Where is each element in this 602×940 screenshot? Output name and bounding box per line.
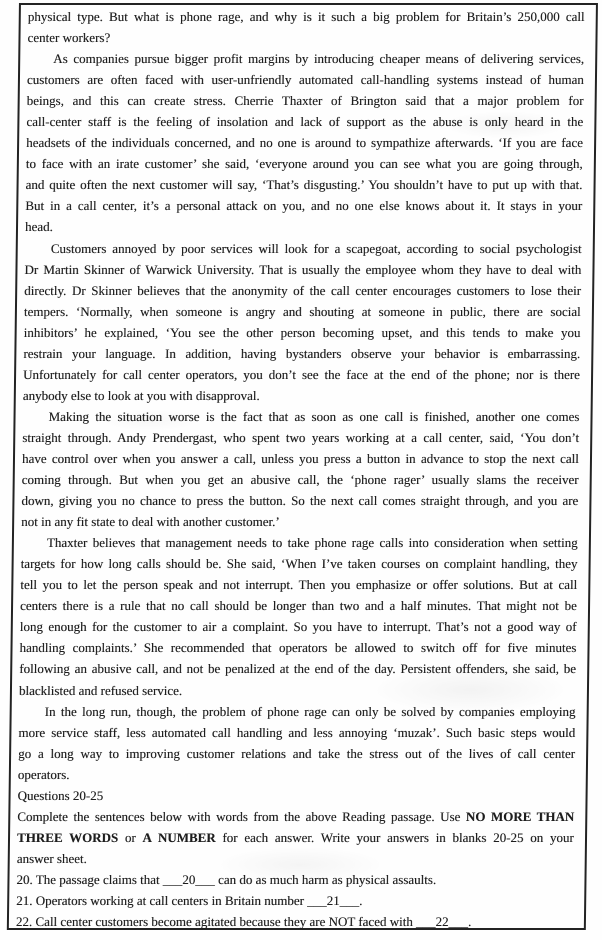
passage-line: head.: [24, 219, 53, 235]
passage-line: call-center staff is the feeling of insolation and lack of support as the abuse is only heard in the: [26, 114, 584, 130]
passage-line: tell you to let the person speak and not interrupt. Then you emphasize or offer solutions. But at call: [20, 577, 578, 593]
passage-line: go a long way to improving customer relations and take the stress out of the lives of call center: [18, 745, 576, 761]
passage-line: headsets of the individuals concerned, and no one is around to sympathize afterwards. ‘If you are face: [26, 135, 584, 151]
passage-line: answer sheet.: [16, 850, 87, 866]
passage-line: Complete the sentences below with words from the above Reading passage. Use NO MORE THAN: [17, 808, 575, 824]
passage-text: [16, 6, 585, 932]
passage-line: directly. Dr Skinner believes that the anonymity of the call center encourages customers to lose their: [24, 282, 582, 298]
passage-line: down, giving you no chance to press the button. So the next call comes straight through, and you are: [21, 493, 579, 509]
question-line: 21. Operators working at call centers in Britain number ___21___.: [16, 892, 363, 908]
questions-heading: Questions 20-25: [17, 787, 104, 803]
passage-line: But in a call center, it’s a personal attack on you, and no one else knows about it. It stays in your: [25, 198, 583, 214]
passage-line: long enough for the customer to air a complaint. So you have to interrupt. That’s not a good way of: [19, 619, 577, 635]
passage-line: As companies pursue bigger profit margins by introducing cheaper means of delivering services,: [53, 51, 585, 67]
passage-line: anybody else to look at you with disapproval.: [22, 387, 260, 403]
passage-line: beings, and this can create stress. Cherrie Thaxter of Brington said that a major problem for: [26, 93, 584, 109]
passage-line: not in any fit state to deal with another customer.’: [21, 514, 280, 530]
passage-line: physical type. But what is phone rage, and why is it such a big problem for Britain’s 250,000 call: [27, 9, 585, 24]
passage-line: Making the situation worse is the fact that as soon as one call is finished, another one comes: [48, 408, 580, 424]
passage-line: blacklisted and refused service.: [18, 682, 183, 698]
passage-line: to face with an irate customer’ she said, ‘everyone around you can see what you are going through,: [25, 156, 583, 172]
passage-line: targets for how long calls should be. She said, ‘When I’ve taken courses on complaint handling, they: [20, 556, 578, 572]
passage-line: Dr Martin Skinner of Warwick University. That is usually the employee whom they have to deal with: [24, 261, 582, 277]
question-line: 22. Call center customers become agitated because they are NOT faced with ___22___.: [15, 914, 472, 930]
passage-line: more service staff, less automated call handling and less annoying ‘muzak’. Such basic steps would: [18, 724, 576, 740]
passage-line: centers there is a rule that no call should be longer than two and a half minutes. That might not be: [19, 598, 577, 614]
passage-line: coming through. But when you get an abusive call, the ‘phone rager’ usually slams the receiver: [21, 472, 579, 488]
passage-line: straight through. Andy Prendergast, who spent two years working at a call center, said, ‘You don’t: [22, 429, 580, 445]
passage-line: operators.: [17, 766, 70, 782]
passage-line: inhibitors’ he explained, ‘You see the other person becoming upset, and this tends to make you: [23, 324, 581, 340]
passage-line: Unfortunately for call center operators, you don’t see the face at the end of the phone; nor is there: [23, 366, 580, 382]
passage-line: customers are often faced with user-unfriendly automated call-handling systems instead of human: [26, 72, 584, 88]
passage-line: have control over when you answer a call, unless you press a button in advance to stop the next call: [21, 450, 579, 466]
passage-line: Thaxter believes that management needs to take phone rage calls into consideration when setting: [46, 535, 578, 551]
question-line: 20. The passage claims that ___20___ can do as much harm as physical assaults.: [16, 871, 437, 887]
passage-line: In the long run, though, the problem of phone rage can only be solved by companies employing: [44, 703, 576, 719]
passage-line: center workers?: [27, 30, 111, 46]
passage-line: THREE WORDS or A NUMBER for each answer. Write your answers in blanks 20-25 on your: [16, 829, 574, 845]
passage-line: Customers annoyed by poor services will look for a scapegoat, according to social psychologist: [50, 240, 582, 256]
passage-line: following an abusive call, and not be penalized at the end of the day. Persistent offenders, she said, be: [19, 661, 577, 677]
passage-line: and quite often the next customer will say, ‘That’s disgusting.’ You shouldn’t have to put up with that.: [25, 177, 583, 193]
passage-line: tempers. ‘Normally, when someone is angry and shouting at someone in public, there are social: [23, 303, 581, 319]
passage-line: handling complaints.’ She recommended that operators be allowed to switch off for five minutes: [19, 640, 577, 656]
passage-line: restrain your language. In addition, having bystanders observe your behavior is embarrassing.: [23, 345, 581, 361]
